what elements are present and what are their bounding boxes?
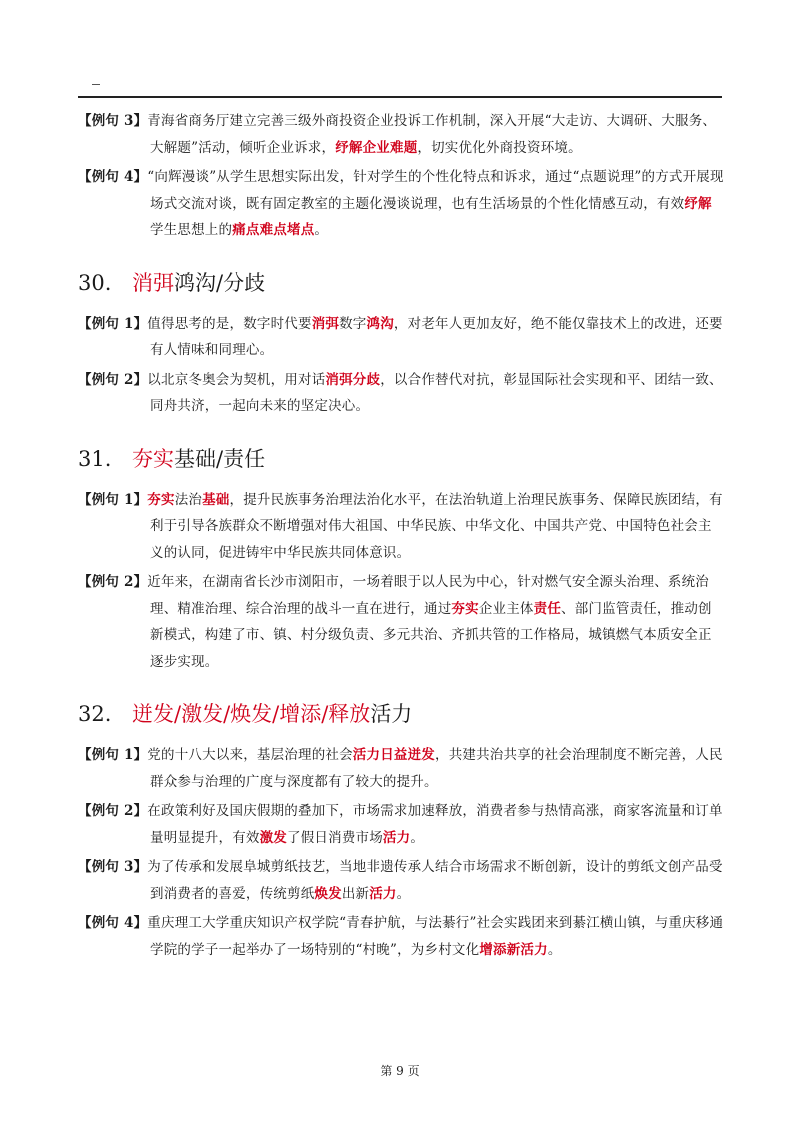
- section-keyword: 夯实: [132, 446, 174, 471]
- highlight-text: 基础: [202, 491, 230, 508]
- example-tag: 【例句 1】: [78, 491, 148, 508]
- header-rule: [78, 96, 722, 98]
- section-keyword: 迸发/激发/焕发/增添/释放: [132, 702, 371, 726]
- section-collocation: 鸿沟/分歧: [174, 270, 266, 295]
- example-text: 重庆理工大学重庆知识产权学院“青春护航，与法綦行”社会实践团来到綦江横山镇，与重庆移通学院的学子一起举办了一场特别的“村晚”，为乡村文化: [147, 915, 724, 958]
- example-tag: 【例句 1】: [78, 315, 148, 332]
- example-sentence: [78, 569, 724, 675]
- example-text: 以北京冬奥会为契机，用对话: [147, 371, 326, 388]
- page-number: 第 9 页: [380, 1064, 420, 1078]
- section-collocation: 基础/责任: [174, 446, 266, 471]
- example-text: 。: [547, 941, 562, 958]
- example-text: 出新: [341, 885, 370, 902]
- page-content: [78, 108, 724, 966]
- example-text: 近年来，在湖南省长沙市浏阳市，一场着眼于以人民为中心，针对燃气安全源头治理、系统治理、精准治理、综合治理的战斗一直在进行，通过: [147, 574, 709, 617]
- section-keyword: 消弭: [132, 270, 174, 295]
- section-number: 32.: [78, 702, 112, 726]
- highlight-text: 激发: [259, 829, 288, 846]
- example-text: 为了传承和发展阜城剪纸技艺，当地非遗传承人结合市场需求不断创新，设计的剪纸文创产品受到消费者的喜爱，传统剪纸: [147, 859, 723, 902]
- example-tag: 【例句 2】: [78, 803, 148, 819]
- highlight-text: 活力: [382, 829, 411, 846]
- example-sentence: [78, 742, 724, 795]
- header-mark: [92, 84, 100, 85]
- example-text: 法治: [174, 491, 203, 508]
- section-number: 31.: [78, 446, 112, 471]
- example-sentence: [78, 164, 724, 244]
- example-text: ，切实优化外商投资环境。: [417, 139, 582, 156]
- example-text: 。: [410, 829, 425, 846]
- section-collocation: 活力: [370, 702, 413, 726]
- example-text: “向辉漫谈”从学生思想实际出发，针对学生的个性化特点和诉求，通过“点题说理”的方式开展现场式交流对谈，既有固定教室的主题化漫谈说理，也有生活场景的个性化情感互动，有效: [147, 169, 724, 212]
- example-sentence: [78, 311, 724, 364]
- highlight-text: 增添新活力: [479, 941, 548, 958]
- example-text: 在政策利好及国庆假期的叠加下，市场需求加速释放，消费者参与热情高涨，商家客流量和订单量明显提升，有效: [147, 803, 723, 846]
- section-heading: [78, 268, 724, 298]
- example-text: ，以合作替代对抗，彰显国际社会实现和平、团结一致、同舟共济，一起向未来的坚定决心。: [150, 371, 723, 414]
- highlight-text: 痛点难点堵点: [232, 222, 315, 238]
- highlight-text: 活力: [369, 885, 397, 902]
- section-number: 30.: [78, 270, 112, 295]
- highlight-text: 夯实: [451, 600, 479, 617]
- example-tag: 【例句 4】: [78, 169, 148, 185]
- example-sentence: [78, 798, 724, 851]
- example-tag: 【例句 2】: [78, 574, 148, 590]
- section-heading: [78, 699, 724, 729]
- example-text: 、部门监管责任，推动创新模式，构建了市、镇、村分级负责、多元共治、齐抓共管的工作格局，城镇燃气本质安全正逐步实现。: [150, 600, 712, 670]
- example-text: 了假日消费市场: [287, 829, 383, 846]
- example-text: 青海省商务厅建立完善三级外商投资企业投诉工作机制，深入开展“大走访、大调研、大服务、大解题”活动，倾听企业诉求，: [147, 113, 717, 156]
- highlight-text: 消弭: [311, 315, 340, 332]
- example-tag: 【例句 2】: [78, 371, 148, 388]
- example-text: ，对老年人更加友好，绝不能仅靠技术上的改进，还要有人情味和同理心。: [150, 315, 723, 358]
- example-text: 。: [396, 885, 411, 902]
- example-text: ，共建共治共享的社会治理制度不断完善，人民群众参与治理的广度与深度都有了较大的提升。: [150, 747, 723, 790]
- highlight-text: 消弭分歧: [325, 371, 381, 388]
- highlight-text: 纾解企业难题: [335, 139, 418, 156]
- example-sentence: [78, 487, 724, 567]
- highlight-text: 纾解: [684, 195, 712, 212]
- example-text: 值得思考的是，数字时代要: [147, 315, 312, 332]
- example-text: 学生思想上的: [150, 222, 233, 238]
- highlight-text: 夯实: [147, 491, 175, 508]
- example-text: 。: [314, 222, 329, 238]
- example-tag: 【例句 3】: [78, 113, 148, 129]
- example-text: 数字: [339, 315, 367, 332]
- example-tag: 【例句 3】: [78, 859, 148, 875]
- example-sentence: [78, 854, 724, 907]
- highlight-text: 责任: [533, 600, 562, 617]
- example-text: ，提升民族事务治理法治化水平，在法治轨道上治理民族事务、保障民族团结，有利于引导各族群众不断增强对伟大祖国、中华民族、中华文化、中国共产党、中国特色社会主义的认同，促进铸牢中华民族共同体意识。: [150, 491, 723, 561]
- example-sentence: [78, 108, 724, 161]
- example-sentence: [78, 910, 724, 963]
- example-text: 党的十八大以来，基层治理的社会: [147, 747, 353, 763]
- highlight-text: 活力日益迸发: [352, 747, 435, 763]
- example-sentence: [78, 367, 724, 420]
- section-heading: [78, 444, 724, 474]
- example-text: 企业主体: [478, 600, 534, 617]
- highlight-text: 鸿沟: [366, 315, 394, 332]
- example-tag: 【例句 4】: [78, 915, 148, 931]
- highlight-text: 焕发: [314, 885, 342, 902]
- example-tag: 【例句 1】: [78, 747, 148, 763]
